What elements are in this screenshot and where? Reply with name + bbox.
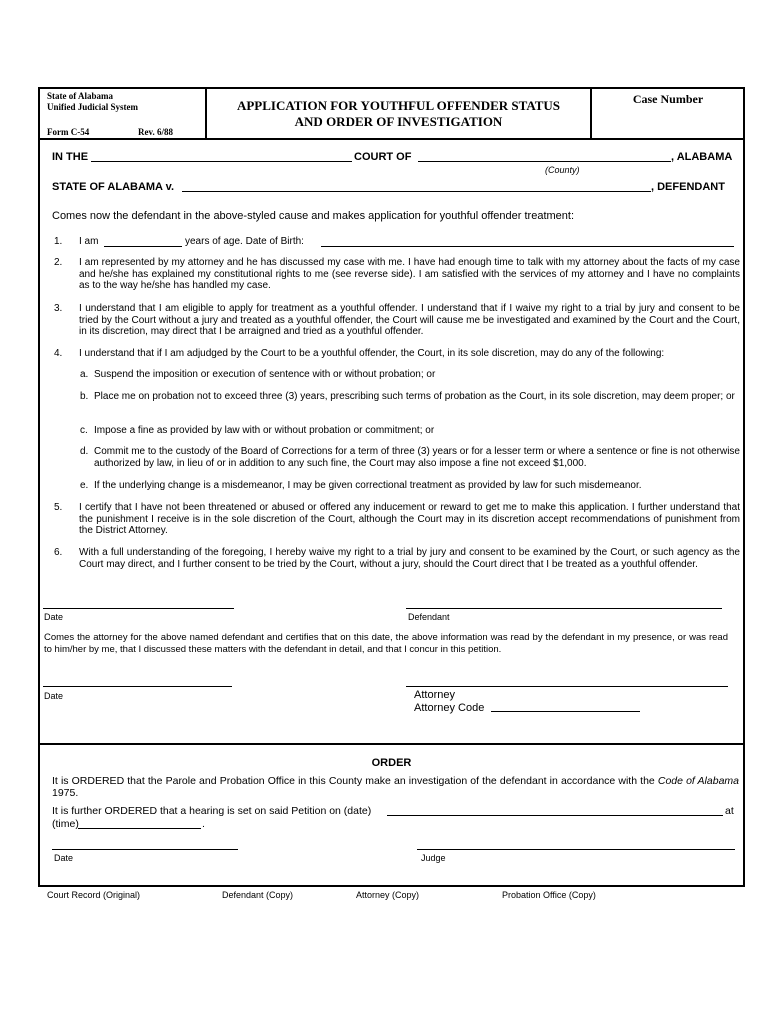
intro-text: Comes now the defendant in the above-styled cause and makes application for youthful offender treatment: [52,210,575,222]
county-caption: (County) [545,165,580,175]
attorney-signature-line[interactable] [406,686,728,687]
attorney-code-field[interactable] [491,711,640,712]
state-label: State of Alabama [47,91,113,101]
order-date-label: Date [54,853,74,863]
hearing-label: It is further ORDERED that a hearing is set on said Petition on (date) [52,805,372,817]
defendant-signature-line[interactable] [406,608,722,609]
item-6-text: With a full understanding of the foregoing, I hereby waive my right to a trial by jury and consent to be examined by the Court, or such agency as the Court may direct, and I further consent to be tried by the Court, without a jury, should the Court direct that I be treated as a youthful offender. [79,547,740,570]
subitem-c-letter: c. [80,425,88,436]
alabama-label: , ALABAMA [671,151,733,163]
item-3-text: I understand that I am eligible to apply for treatment as a youthful offender. I understand that if I waive my right to a trial by jury and consent to be tried by the Court without a jury and treated as a youthful offender, the Court will cause me be investigated and examined by the Court and the Court, in its discretion, may direct that I be arraigned and tried as a youthful offender. [79,303,740,337]
subitem-a-letter: a. [80,369,89,380]
distribution-probation-office: Probation Office (Copy) [502,890,596,900]
hearing-at-label: at [725,805,734,817]
attorney-date-line[interactable] [43,686,232,687]
defendant-caption-label: , DEFENDANT [651,181,725,193]
item-1-number: 1. [54,236,63,247]
judge-signature-line[interactable] [417,849,735,850]
order-heading: ORDER [371,757,412,769]
order-text-after: 1975. [52,787,79,799]
order-date-line[interactable] [52,849,238,850]
defendant-date-label: Date [44,612,64,622]
court-of-label: COURT OF [354,151,412,163]
defendant-signature-label: Defendant [408,612,450,622]
attorney-label: Attorney [414,689,455,701]
item-3-number: 3. [54,303,63,314]
attorney-date-label: Date [44,691,64,701]
attorney-code-label: Attorney Code [414,702,485,714]
item-2-number: 2. [54,257,63,268]
case-number-label: Case Number [632,92,704,106]
hearing-date-field[interactable] [387,815,723,816]
in-the-label: IN THE [52,151,89,163]
hearing-time-period: . [202,818,205,830]
hearing-time-label: (time) [52,818,79,830]
subitem-d-letter: d. [80,446,89,457]
judge-label: Judge [421,853,446,863]
item-6-number: 6. [54,547,63,558]
birth-date-field[interactable] [321,246,734,247]
header-bottom-rule [38,138,745,140]
subitem-c-text: Impose a fine as provided by law with or without probation or commitment; or [94,425,435,436]
item-5-text: I certify that I have not been threatened or abused or offered any inducement or reward to get me to make this application. I further understand that the punishment I receive is in the sole discretion of the Court, although the Court may in its discretion accept recommendations of punishment from the District Attorney. [79,502,740,536]
subitem-e-letter: e. [80,480,89,491]
distribution-defendant: Defendant (Copy) [222,890,294,900]
item-4-text: I understand that if I am adjudged by the Court to be a youthful offender, the Court, in its sole discretion, may do any of the following: [79,348,665,359]
form-title-line1: APPLICATION FOR YOUTHFUL OFFENDER STATUS [236,98,561,113]
state-v-label: STATE OF ALABAMA v. [52,181,175,193]
system-label: Unified Judicial System [47,102,139,112]
order-divider [38,743,745,745]
subitem-d-text: Commit me to the custody of the Board of Corrections for a term of three (3) years or for a lesser term or where a sentence or fine is not otherwise authorized by law, in lieu of or in addition to any such fine, the Court may also impose a fine not exceed $1,000. [94,446,740,469]
item-2-text: I am represented by my attorney and he has discussed my case with me. I have had enough time to talk with my attorney about the facts of my case and he/she has explained my constitutional rights to me (see reverse side). I am satisfied with the services of my attorney and I have no complaints as to the way he/she has handled my case. [79,257,740,291]
form-title-line2: AND ORDER OF INVESTIGATION [294,114,503,129]
form-revision: Rev. 6/88 [138,127,173,137]
code-of-alabama: Code of Alabama [657,775,739,787]
county-field[interactable] [418,161,671,162]
item-4-number: 4. [54,348,63,359]
hearing-time-field[interactable] [78,828,201,829]
item-5-number: 5. [54,502,63,513]
court-type-field[interactable] [91,161,352,162]
subitem-b-text: Place me on probation not to exceed three (3) years, prescribing such terms of probation as the Court, in its sole discretion, may deem proper; or [94,391,735,402]
subitem-b-letter: b. [80,391,89,402]
distribution-court-record: Court Record (Original) [47,890,141,900]
order-text-before: It is ORDERED that the Parole and Probation Office in this County make an investigation of the defendant in accordance with the [52,775,658,787]
form-number: Form C-54 [47,127,90,137]
header-divider-left [205,87,207,139]
subitem-e-text: If the underlying change is a misdemeanor, I may be given correctional treatment as provided by law for such misdemeanor. [94,480,642,491]
subitem-a-text: Suspend the imposition or execution of sentence with or without probation; or [94,369,436,380]
order-text [52,775,739,799]
item-1-years: years of age. Date of Birth: [185,236,304,247]
item-1-i-am: I am [79,236,99,247]
distribution-attorney: Attorney (Copy) [356,890,420,900]
attorney-certification-text: Comes the attorney for the above named defendant and certifies that on this date, the above information was read by the defendant in my presence, or was read to him/her by me, that I discussed these matters with the defendant in detail, and that I concur in this petition. [44,632,728,655]
defendant-name-field[interactable] [182,191,651,192]
defendant-date-line[interactable] [43,608,234,609]
age-field[interactable] [104,246,182,247]
